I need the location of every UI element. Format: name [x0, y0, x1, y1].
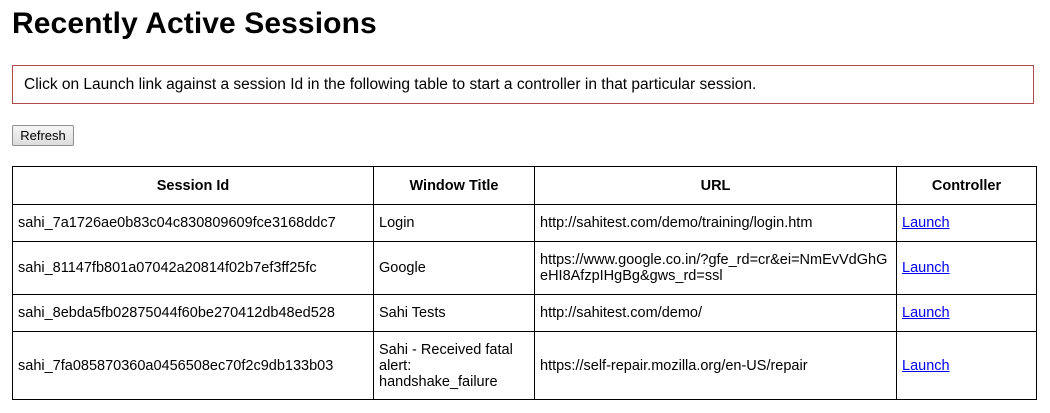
table-row	[13, 205, 1037, 242]
controller-cell	[897, 242, 1037, 295]
session-id-cell: sahi_7fa085870360a0456508ec70f2c9db133b03	[13, 332, 374, 400]
session-id-cell: sahi_81147fb801a07042a20814f02b7ef3ff25fc	[13, 242, 374, 295]
url-cell: http://sahitest.com/demo/training/login.htm	[535, 205, 897, 242]
controller-cell	[897, 205, 1037, 242]
session-id-cell: sahi_7a1726ae0b83c04c830809609fce3168ddc7	[13, 205, 374, 242]
window-title-cell: Login	[374, 205, 535, 242]
column-header-session-id: Session Id	[13, 167, 374, 205]
window-title-cell: Sahi - Received fatal alert: handshake_failure	[374, 332, 535, 400]
launch-link[interactable]: Launch	[902, 305, 950, 321]
launch-link[interactable]: Launch	[902, 260, 950, 276]
info-message-text: Click on Launch link against a session Id in the following table to start a controller in that particular session.	[24, 76, 757, 93]
url-cell: https://www.google.co.in/?gfe_rd=cr&ei=NmEvVdGhGeHI8AfzpIHgBg&gws_rd=ssl	[535, 242, 897, 295]
table-header-row	[13, 167, 1037, 205]
column-header-window-title: Window Title	[374, 167, 535, 205]
column-header-controller: Controller	[897, 167, 1037, 205]
controller-cell	[897, 332, 1037, 400]
column-header-url: URL	[535, 167, 897, 205]
url-cell: https://self-repair.mozilla.org/en-US/repair	[535, 332, 897, 400]
window-title-cell: Google	[374, 242, 535, 295]
info-message	[12, 65, 1034, 104]
refresh-button[interactable]: Refresh	[12, 125, 74, 146]
window-title-cell: Sahi Tests	[374, 295, 535, 332]
launch-link[interactable]: Launch	[902, 357, 950, 374]
url-cell: http://sahitest.com/demo/	[535, 295, 897, 332]
controller-cell	[897, 295, 1037, 332]
page-title: Recently Active Sessions	[12, 7, 377, 40]
launch-link[interactable]: Launch	[902, 215, 950, 231]
sessions-table	[12, 166, 1037, 400]
table-row	[13, 242, 1037, 295]
table-row	[13, 295, 1037, 332]
table-row	[13, 332, 1037, 400]
session-id-cell: sahi_8ebda5fb02875044f60be270412db48ed528	[13, 295, 374, 332]
